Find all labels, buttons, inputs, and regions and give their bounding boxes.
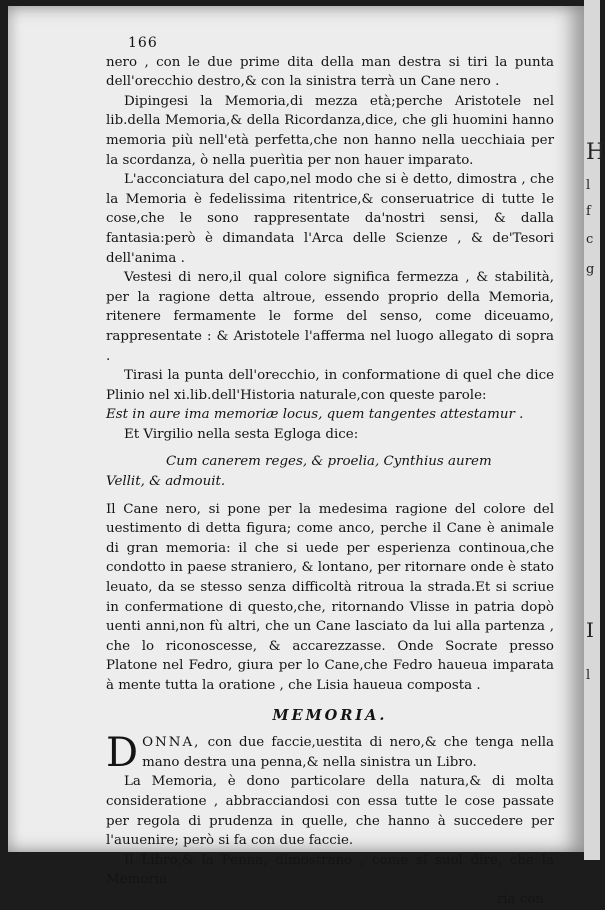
facing-letter: I bbox=[586, 618, 594, 642]
paragraph-cane: Il Cane nero, si pone per la medesima ragione del colore del uestimento di detta figura; come anco, perche il Cane è animale di gran memoria: il che si uede per esperienza continoua,che condotto in paese straniero, & lontano, per ritornare onde è stato leuato, da se stesso senza difficoltà ritroua la strada.Et si scriue in confermatione di questo,che, ritornando Vlisse in patria dopò uenti anni,non fù altri, che un Cane lasciato da lui alla partenza , che lo riconoscesse, & accarezzasse. Onde Socrate presso Platone nel Fedro, giura per lo Cane,che Fedro haueua imparata à mente tutta la oratione , che Lisia haueua composta . bbox=[106, 501, 554, 693]
facing-letter: H bbox=[586, 140, 605, 165]
paragraph-donna-text: con due faccie,uestita di nero,& che tenga nella mano destra una penna,& nella sinistra un Libro. bbox=[142, 735, 554, 770]
facing-page-edge bbox=[584, 0, 605, 860]
paragraph-veste: Vestesi di nero,il qual colore significa fermezza , & stabilità, per la ragione detta altroue, essendo proprio della Memoria, ritenere fermamente le forme del senso, come diceuamo, rappresentate : & Aristotele l'afferma nel luogo allegato di sopra . bbox=[106, 270, 554, 364]
verse-line: Cum canerem reges, & proelia, Cynthius aurem bbox=[166, 454, 492, 470]
facing-letter: g bbox=[586, 262, 595, 277]
first-word: ONNA, bbox=[142, 735, 201, 751]
paragraph-donna bbox=[106, 730, 554, 777]
verse-line: Vellit, & admouit. bbox=[106, 474, 226, 490]
paragraph-libro: Il Libro,& la Penna, dimostrano , come si suol dire, che la Memoria bbox=[106, 852, 554, 888]
section-heading: MEMORIA. bbox=[272, 706, 388, 724]
drop-cap: D bbox=[106, 730, 139, 777]
paragraph-continuation: nero , con le due prime dita della man destra si tiri la punta dell'orecchio destro,& con la sinistra terrà un Cane nero . bbox=[106, 54, 554, 90]
book-page bbox=[8, 6, 584, 907]
latin-quote: Est in aure ima memoriæ locus, quem tangentes attestamur . bbox=[106, 407, 524, 423]
text-block bbox=[106, 34, 554, 910]
facing-letter: l bbox=[586, 668, 591, 683]
virgil-intro: Et Virgilio nella sesta Egloga dice: bbox=[124, 426, 359, 442]
facing-letter: f bbox=[586, 204, 591, 219]
paragraph-acconciatura: L'acconciatura del capo,nel modo che si è detto, dimostra , che la Memoria è fedelissima ritentrice,& conseruatrice di tutte le cose,che le sono rappresentate da'nostri sensi, & dalla fantasia:però è dimandata l'Arca delle Scienze , & de'Tesori dell'anima . bbox=[106, 172, 554, 266]
paragraph-eta: Dipingesi la Memoria,di mezza età;perche Aristotele nel lib.della Memoria,& della Ricordanza,dice, che gli huomini hanno memoria più nell'età perfetta,che non hanno nella uecchiaia per la scordanza, ò nella puerìtia per non hauer imparato. bbox=[106, 93, 554, 168]
catchword: ria con bbox=[496, 891, 544, 907]
paragraph-orecchio: Tirasi la punta dell'orecchio, in conformatione di quel che dice Plinio nel xi.lib.dell'Historia naturale,con queste parole: bbox=[106, 368, 554, 403]
page-number: 166 bbox=[128, 35, 158, 51]
facing-letter: c bbox=[586, 232, 594, 247]
paragraph-dono: La Memoria, è dono particolare della natura,& di molta consideratione , abbracciandosi con essa tutte le cose passate per regola di prudenza in quelle, che hanno à succedere per l'auuenire; però si fa con due faccie. bbox=[106, 774, 554, 849]
facing-letter: l bbox=[586, 178, 591, 193]
